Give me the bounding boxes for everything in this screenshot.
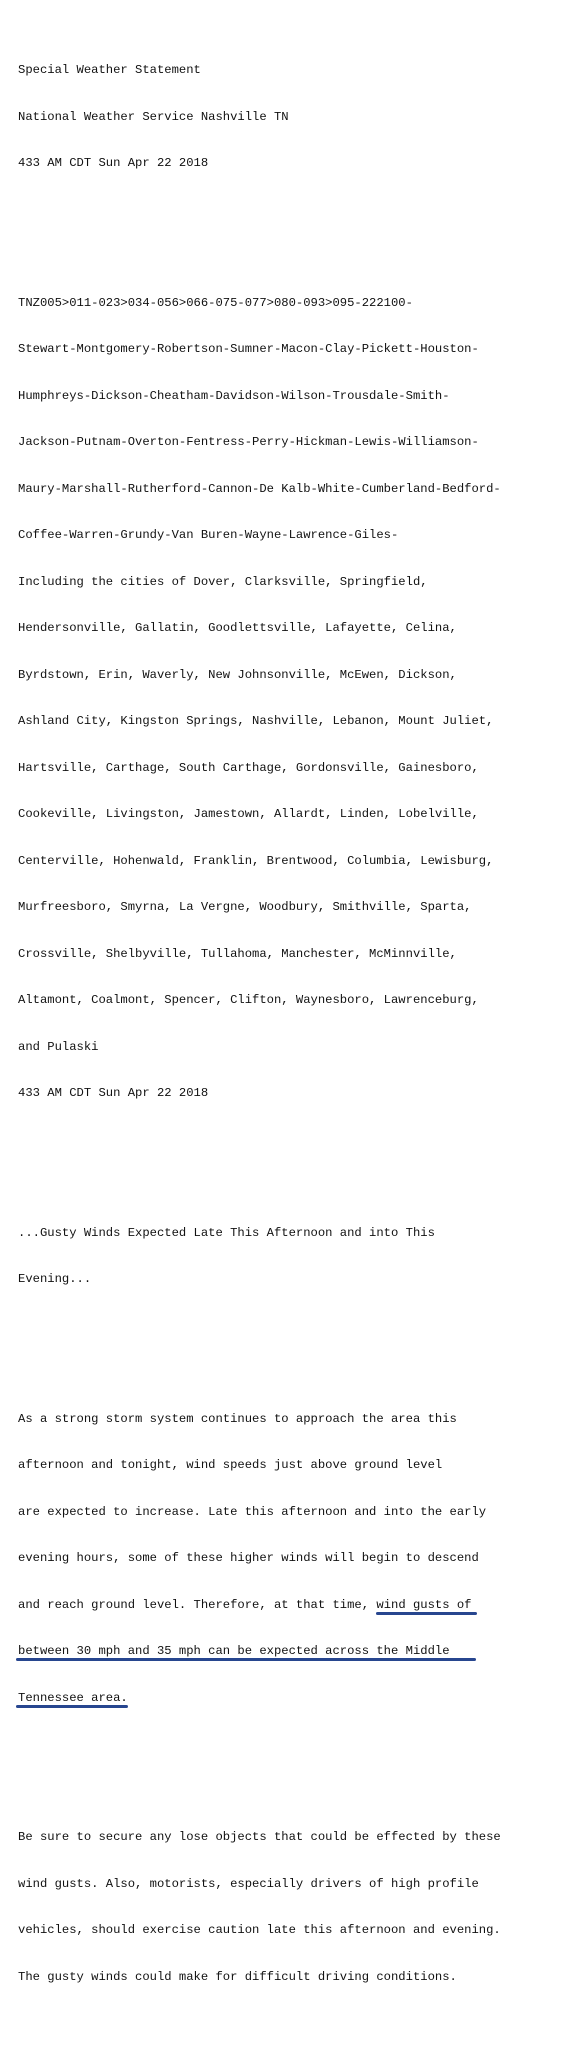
highlighted-text bbox=[18, 1644, 450, 1658]
city-list-line: Altamont, Coalmont, Spencer, Clifton, Waynesboro, Lawrenceburg, bbox=[18, 993, 479, 1007]
body-line bbox=[18, 1644, 501, 1660]
county-list-line: Maury-Marshall-Rutherford-Cannon-De Kalb-White-Cumberland-Bedford- bbox=[18, 481, 501, 496]
header-office: National Weather Service Nashville TN bbox=[18, 109, 289, 124]
city-list-line: Crossville, Shelbyville, Tullahoma, Manchester, McMinnville, bbox=[18, 946, 457, 961]
city-list-line: Ashland City, Kingston Springs, Nashville, Lebanon, Mount Juliet, bbox=[18, 714, 494, 728]
city-list-line: Centerville, Hohenwald, Franklin, Brentwood, Columbia, Lewisburg, bbox=[18, 853, 494, 868]
city-list-line: Including the cities of Dover, Clarksville, Springfield, bbox=[18, 574, 428, 589]
county-list-line: Humphreys-Dickson-Cheatham-Davidson-Wilson-Trousdale-Smith- bbox=[18, 388, 450, 403]
county-list-line: Stewart-Montgomery-Robertson-Sumner-Macon-Clay-Pickett-Houston- bbox=[18, 342, 479, 356]
highlighted-text bbox=[376, 1598, 471, 1612]
body-line: Be sure to secure any lose objects that could be effected by these bbox=[18, 1830, 501, 1844]
highlight-underline bbox=[16, 1658, 476, 1661]
highlight-underline bbox=[16, 1705, 128, 1708]
highlighted-text bbox=[18, 1691, 120, 1705]
body-line: The gusty winds could make for difficult driving conditions. bbox=[18, 1969, 457, 1984]
county-list-line: Coffee-Warren-Grundy-Van Buren-Wayne-Lawrence-Giles- bbox=[18, 528, 399, 542]
body-line: are expected to increase. Late this afternoon and into the early bbox=[18, 1504, 487, 1519]
body-line: vehicles, should exercise caution late this afternoon and evening. bbox=[18, 1923, 501, 1937]
highlight-underline bbox=[376, 1612, 477, 1615]
body-line: afternoon and tonight, wind speeds just above ground level bbox=[18, 1458, 443, 1472]
headline-line: ...Gusty Winds Expected Late This Afternoon and into This bbox=[18, 1225, 435, 1240]
body-paragraph-2 bbox=[18, 1799, 501, 2016]
body-line: As a strong storm system continues to approach the area this bbox=[18, 1411, 457, 1426]
header-timestamp: 433 AM CDT Sun Apr 22 2018 bbox=[18, 156, 209, 170]
county-list-line: Jackson-Putnam-Overton-Fentress-Perry-Hickman-Lewis-Williamson- bbox=[18, 435, 479, 449]
zones-timestamp: 433 AM CDT Sun Apr 22 2018 bbox=[18, 1086, 209, 1100]
highlighted-phrase: wind gusts of bbox=[376, 1597, 472, 1612]
body-line bbox=[18, 1598, 501, 1614]
highlighted-phrase: between 30 mph and 35 mph can be expected across the Middle bbox=[18, 1644, 450, 1658]
city-list-line: and Pulaski bbox=[18, 1039, 99, 1054]
headline bbox=[18, 1195, 501, 1319]
city-list-line: Hartsville, Carthage, South Carthage, Gordonsville, Gainesboro, bbox=[18, 760, 479, 775]
body-text: . bbox=[120, 1690, 128, 1705]
header-title: Special Weather Statement bbox=[18, 63, 201, 77]
zones-block bbox=[18, 265, 501, 1133]
body-paragraph-1 bbox=[18, 1381, 501, 1738]
body-line bbox=[18, 1691, 501, 1707]
weather-statement-document bbox=[18, 1, 501, 2047]
body-line: wind gusts. Also, motorists, especially drivers of high profile bbox=[18, 1876, 479, 1891]
body-text: and reach ground level. Therefore, at that time, bbox=[18, 1597, 377, 1612]
city-list-line: Cookeville, Livingston, Jamestown, Allardt, Linden, Lobelville, bbox=[18, 807, 479, 821]
body-line: evening hours, some of these higher winds will begin to descend bbox=[18, 1551, 479, 1565]
zone-codes: TNZ005>011-023>034-056>066-075-077>080-093>095-222100- bbox=[18, 295, 413, 310]
city-list-line: Byrdstown, Erin, Waverly, New Johnsonville, McEwen, Dickson, bbox=[18, 667, 457, 682]
headline-line: Evening... bbox=[18, 1272, 92, 1286]
city-list-line: Hendersonville, Gallatin, Goodlettsville, Lafayette, Celina, bbox=[18, 621, 457, 635]
city-list-line: Murfreesboro, Smyrna, La Vergne, Woodbury, Smithville, Sparta, bbox=[18, 900, 472, 914]
highlighted-phrase: Tennessee area bbox=[18, 1690, 121, 1705]
statement-header bbox=[18, 32, 501, 203]
